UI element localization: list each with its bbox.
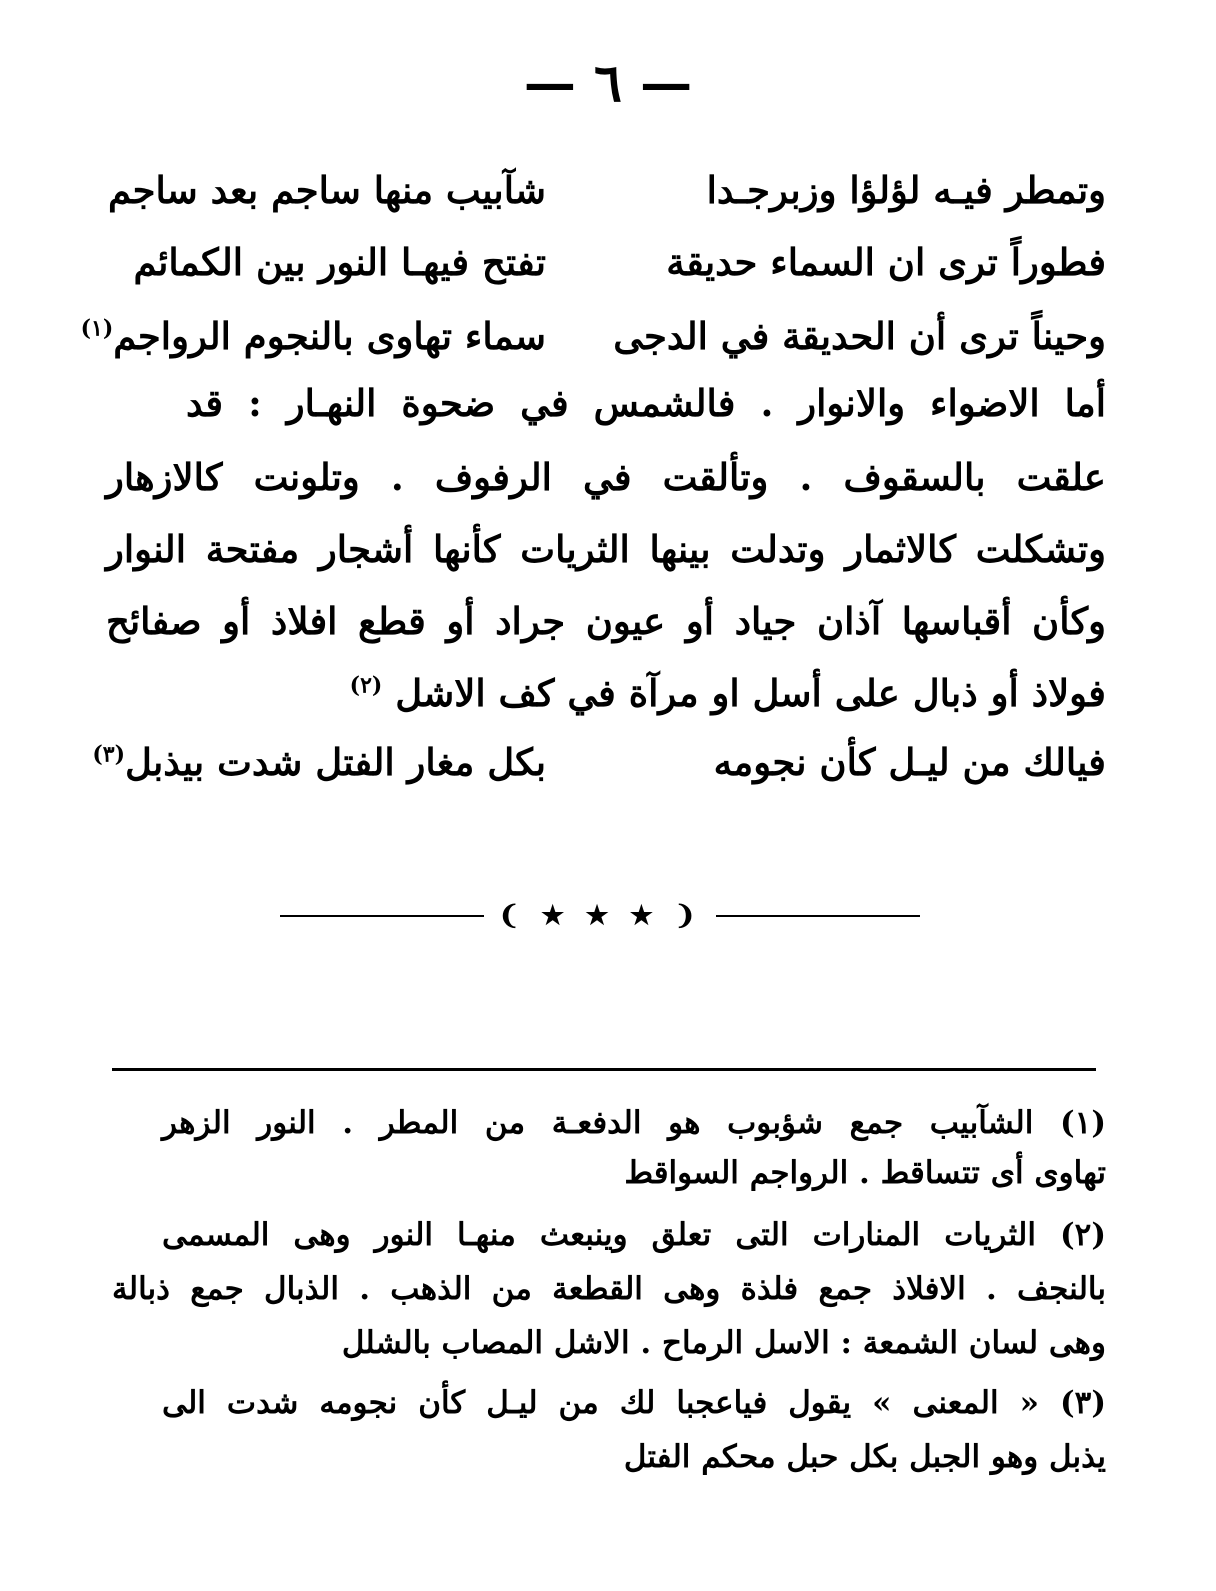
verse-line: [106, 232, 1106, 292]
verse-second-hemistich: تفتح فيهـا النور بين الكمائم: [133, 240, 546, 284]
footnote-line: (٢) الثريات المنارات التى تعلق وينبعث منهـا النور وهى المسمى: [162, 1217, 1106, 1253]
verse-first-hemistich: وحيناً ترى أن الحديقة في الدجى: [613, 314, 1106, 358]
verse-second-hemistich: شآبيب منها ساجم بعد ساجم: [107, 168, 546, 212]
footnote-marker: (٢): [349, 672, 383, 699]
footnote-marker: (١): [80, 315, 114, 342]
page-number: — ٦ —: [523, 53, 693, 114]
verse-second-hemistich: [92, 732, 546, 792]
verse-line: [80, 306, 1106, 366]
verse-first-hemistich: فيالك من ليـل كأن نجومه: [713, 740, 1106, 784]
star-ornament: ❨ ★ ★ ★ ❩: [498, 901, 702, 931]
verse-first-hemistich: فطوراً ترى ان السماء حديقة: [666, 240, 1106, 284]
verse-second-hemistich: [81, 306, 546, 366]
footnote-line: (٣) « المعنى » يقول فياعجبا لك من ليـل كأن نجومه شدت الى: [162, 1385, 1106, 1421]
footnote-separator: [112, 1068, 1096, 1071]
footnote-line: بالنجف . الافلاذ جمع فلذة وهى القطعة من الذهب . الذبال جمع ذبالة: [112, 1271, 1106, 1307]
footnote-marker: (٣): [92, 741, 125, 768]
divider-rule: [716, 915, 920, 917]
footnote-line: (١) الشآبيب جمع شؤبوب هو الدفعـة من المطر . النور الزهر: [162, 1105, 1106, 1141]
prose-line: أما الاضواء والانوار . فالشمس في ضحوة النهـار : قد: [186, 381, 1106, 425]
ornamental-divider: [280, 896, 920, 936]
prose-line: [106, 662, 1106, 724]
footnote-line: يذبل وهو الجبل بكل حبل محكم الفتل: [623, 1439, 1106, 1475]
footnote-line: تهاوى أى تتساقط . الرواجم السواقط: [624, 1155, 1106, 1191]
verse-first-hemistich: وتمطر فيـه لؤلؤا وزبرجـدا: [706, 168, 1106, 212]
prose-line: علقت بالسقوف . وتألقت في الرفوف . وتلونت كالازهار: [106, 455, 1106, 499]
verse-line: [106, 160, 1106, 220]
verse-text: بكل مغار الفتل شدت بيذبل: [124, 740, 546, 784]
prose-line: وكأن أقباسها آذان جياد أو عيون جراد أو قطع افلاذ أو صفائح: [106, 599, 1106, 643]
verse-text: سماء تهاوى بالنجوم الرواجم: [113, 314, 546, 358]
divider-rule: [280, 915, 484, 917]
verse-line: [92, 732, 1106, 792]
prose-text: فولاذ أو ذبال على أسل او مرآة في كف الاشل: [395, 671, 1106, 715]
prose-line: وتشكلت كالاثمار وتدلت بينها الثريات كأنها أشجار مفتحة النوار: [106, 527, 1106, 571]
footnote-line: وهى لسان الشمعة : الاسل الرماح . الاشل المصاب بالشلل: [341, 1325, 1106, 1361]
